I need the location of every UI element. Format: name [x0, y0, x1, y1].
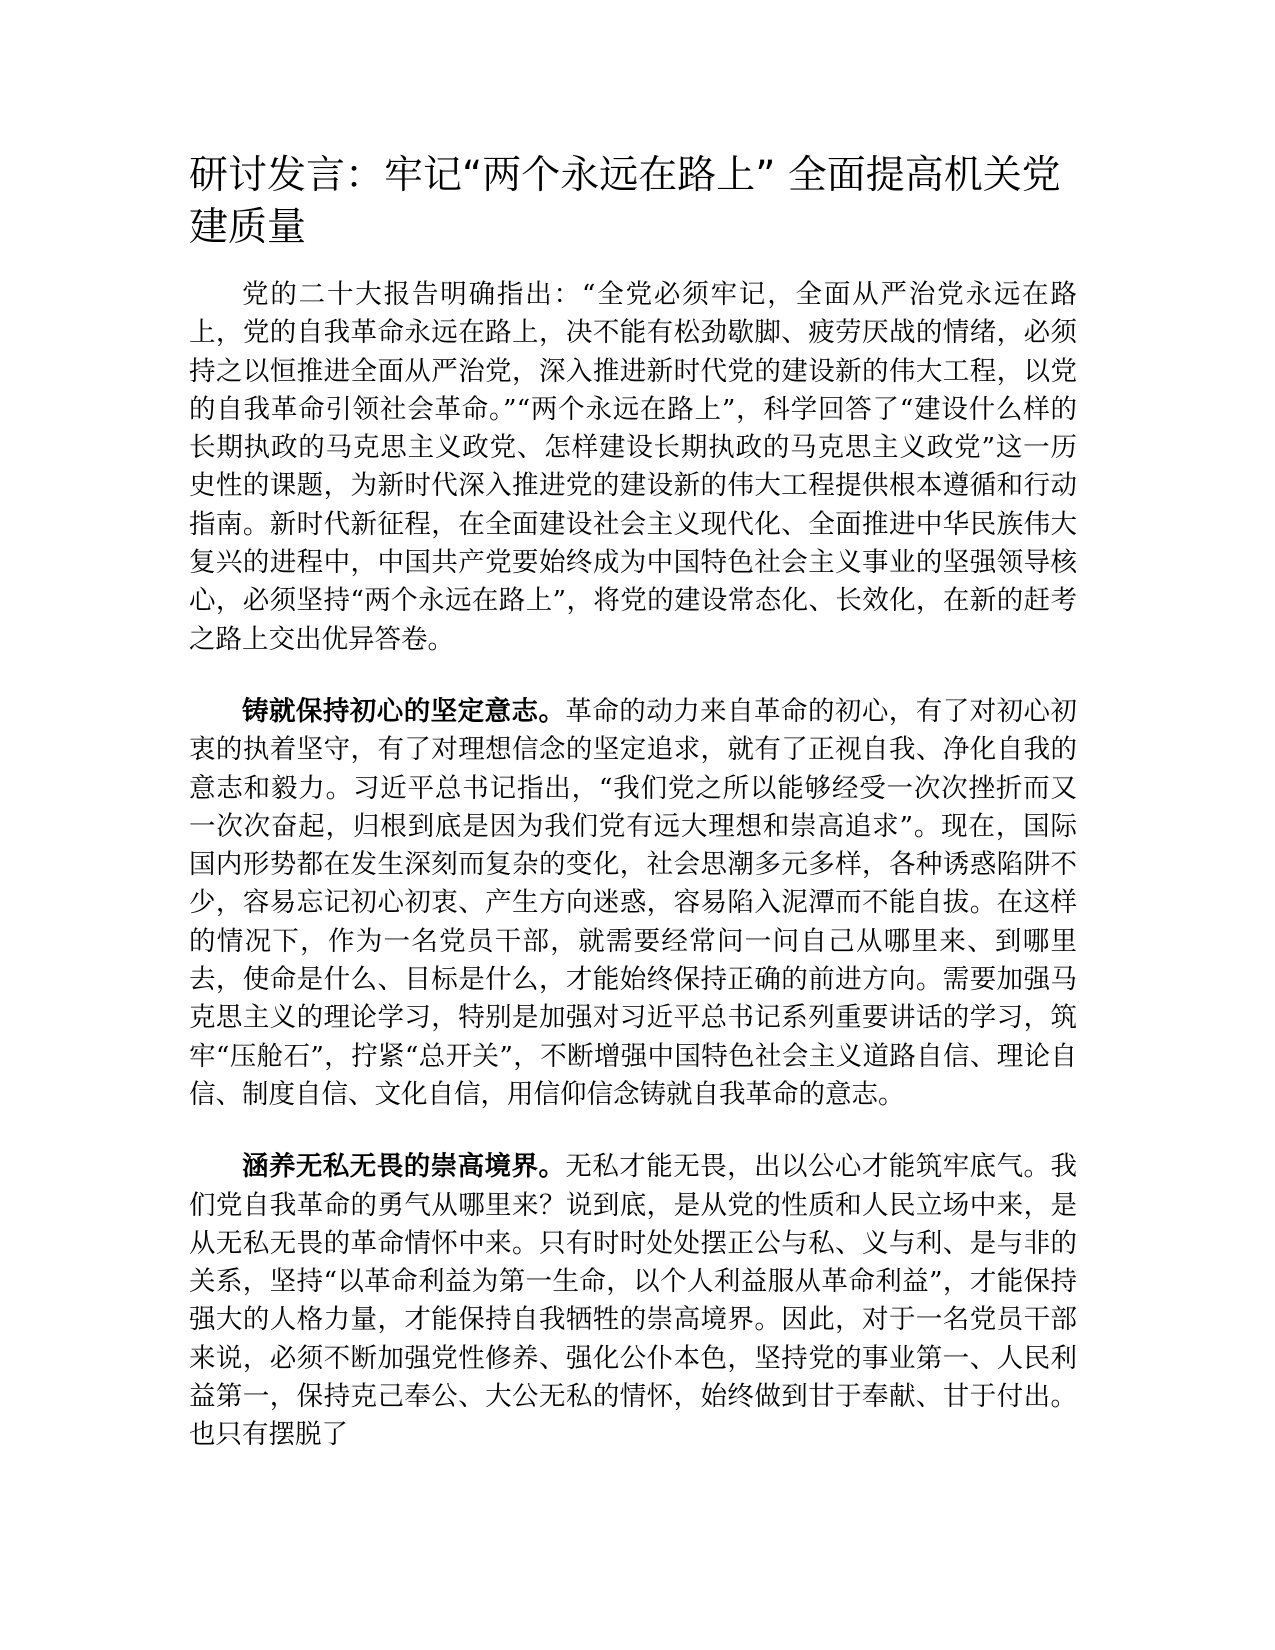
- document-page: [189, 150, 1077, 1455]
- paragraph-lead: 涵养无私无畏的崇高境界。: [242, 1151, 566, 1183]
- paragraph-text: 革命的动力来自革命的初心，有了对初心初衷的执着坚守，有了对理想信念的坚定追求，就有了正视自我、净化自我的意志和毅力。习近平总书记指出，“我们党之所以能够经受一次次挫折而又一次次奋起，归根到底是因为我们党有远大理想和崇高追求”。现在，国际国内形势都在发生深刻而复杂的变化，社会思潮多元多样，各种诱惑陷阱不少，容易忘记初心初衷、产生方向迷惑，容易陷入泥潭而不能自拔。在这样的情况下，作为一名党员干部，就需要经常问一问自己从哪里来、到哪里去，使命是什么、目标是什么，才能始终保持正确的前进方向。需要加强马克思主义的理论学习，特别是加强对习近平总书记系列重要讲话的学习，筑牢“压舱石”，拧紧“总开关”，不断增强中国特色社会主义道路自信、理论自信、制度自信、文化自信，用信仰信念铸就自我革命的意志。: [189, 695, 1078, 1110]
- paragraph-lead: 铸就保持初心的坚定意志。: [242, 695, 566, 727]
- paragraph-section-1: [189, 693, 1077, 1114]
- paragraph-intro: [189, 276, 1077, 659]
- paragraph-section-2: [189, 1148, 1077, 1454]
- document-title: 研讨发言：牢记“两个永远在路上” 全面提高机关党建质量: [189, 153, 1061, 250]
- paragraph-text: 无私才能无畏，出以公心才能筑牢底气。我们党自我革命的勇气从哪里来？说到底，是从党的性质和人民立场中来，是从无私无畏的革命情怀中来。只有时时处处摆正公与私、义与利、是与非的关系，坚持“以革命利益为第一生命，以个人利益服从革命利益”，才能保持强大的人格力量，才能保持自我牺牲的崇高境界。因此，对于一名党员干部来说，必须不断加强党性修养、强化公仆本色，坚持党的事业第一、人民利益第一，保持克己奉公、大公无私的情怀，始终做到甘于奉献、甘于付出。也只有摆脱了: [189, 1151, 1078, 1451]
- paragraph-text: 党的二十大报告明确指出：“全党必须牢记，全面从严治党永远在路上，党的自我革命永远在路上，决不能有松劲歇脚、疲劳厌战的情绪，必须持之以恒推进全面从严治党，深入推进新时代党的建设新的伟大工程，以党的自我革命引领社会革命。”“两个永远在路上”，科学回答了“建设什么样的长期执政的马克思主义政党、怎样建设长期执政的马克思主义政党”这一历史性的课题，为新时代深入推进党的建设新的伟大工程提供根本遵循和行动指南。新时代新征程，在全面建设社会主义现代化、全面推进中华民族伟大复兴的进程中，中国共产党要始终成为中国特色社会主义事业的坚强领导核心，必须坚持“两个永远在路上”，将党的建设常态化、长效化，在新的赶考之路上交出优异答卷。: [189, 279, 1077, 655]
